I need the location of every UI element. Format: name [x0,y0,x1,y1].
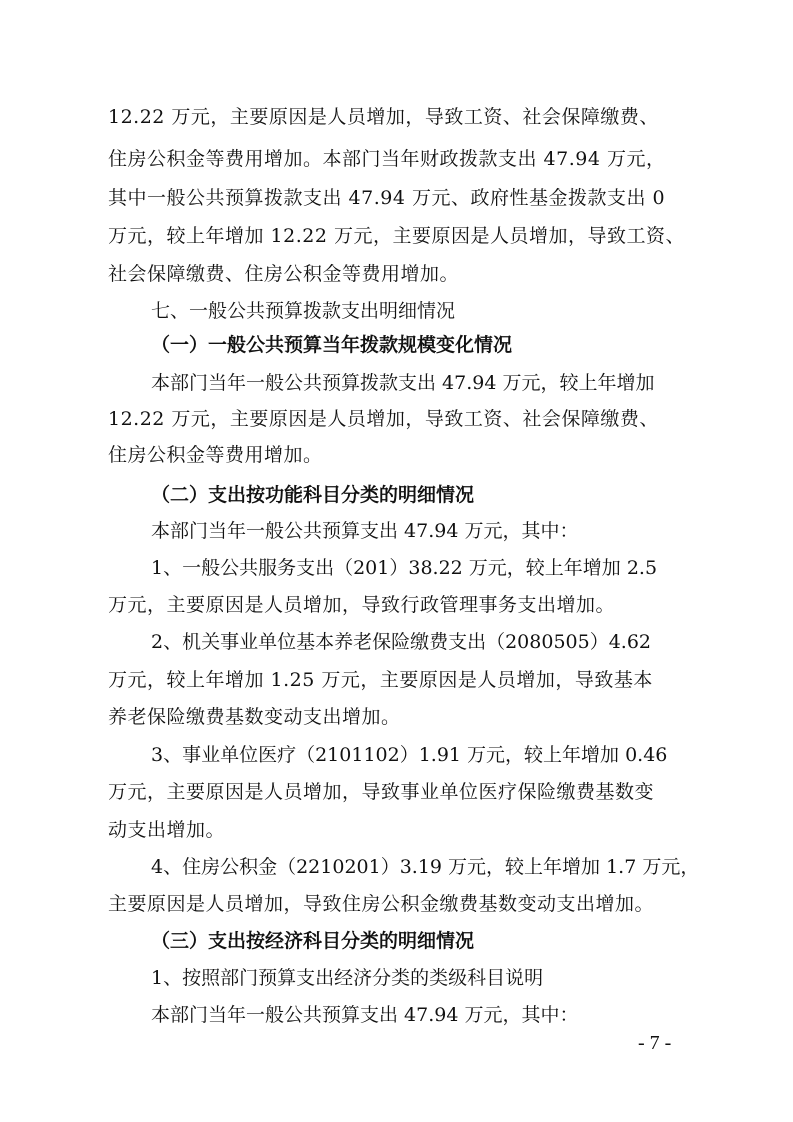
body-line: 主要原因是人员增加，导致住房公积金缴费基数变动支出增加。 [108,893,655,915]
body-line: 本部门当年一般公共预算拨款支出 47.94 万元，较上年增加 [151,372,655,394]
body-line: 住房公积金等费用增加。本部门当年财政拨款支出 47.94 万元， [108,148,666,170]
body-line: 万元，较上年增加 12.22 万元，主要原因是人员增加，导致工资、 [108,225,685,247]
body-line: 1、一般公共服务支出（201）38.22 万元，较上年增加 2.5 [151,557,658,579]
body-line: 本部门当年一般公共预算支出 47.94 万元，其中： [151,520,579,542]
body-line: 本部门当年一般公共预算支出 47.94 万元，其中： [151,1004,579,1026]
body-line: 万元，主要原因是人员增加，导致行政管理事务支出增加。 [108,594,616,616]
subsection-heading: （二）支出按功能科目分类的明细情况 [151,484,475,506]
body-line: 动支出增加。 [108,819,226,841]
body-line: 12.22 万元，主要原因是人员增加，导致工资、社会保障缴费、 [108,408,659,430]
subsection-heading: （三）支出按经济科目分类的明细情况 [151,930,475,952]
body-line: 社会保障缴费、住房公积金等费用增加。 [108,263,460,285]
body-line: 万元，较上年增加 1.25 万元，主要原因是人员增加，导致基本 [108,669,653,691]
body-line: 养老保险缴费基数变动支出增加。 [108,706,401,728]
body-line: 1、按照部门预算支出经济分类的类级科目说明 [151,967,544,989]
body-line: 2、机关事业单位基本养老保险缴费支出（2080505）4.62 [151,631,652,653]
page-number: - 7 - [638,1032,672,1054]
body-line: 其中一般公共预算拨款支出 47.94 万元、政府性基金拨款支出 0 [108,187,666,209]
body-line: 住房公积金等费用增加。 [108,444,323,466]
body-line: 3、事业单位医疗（2101102）1.91 万元，较上年增加 0.46 [151,744,668,766]
body-line: 4、住房公积金（2210201）3.19 万元，较上年增加 1.7 万元， [151,856,700,878]
body-line: 万元，主要原因是人员增加，导致事业单位医疗保险缴费基数变 [108,781,655,803]
subsection-heading: （一）一般公共预算当年拨款规模变化情况 [151,334,513,356]
body-line: 12.22 万元，主要原因是人员增加，导致工资、社会保障缴费、 [108,106,659,128]
section-heading: 七、一般公共预算拨款支出明细情况 [151,300,456,322]
